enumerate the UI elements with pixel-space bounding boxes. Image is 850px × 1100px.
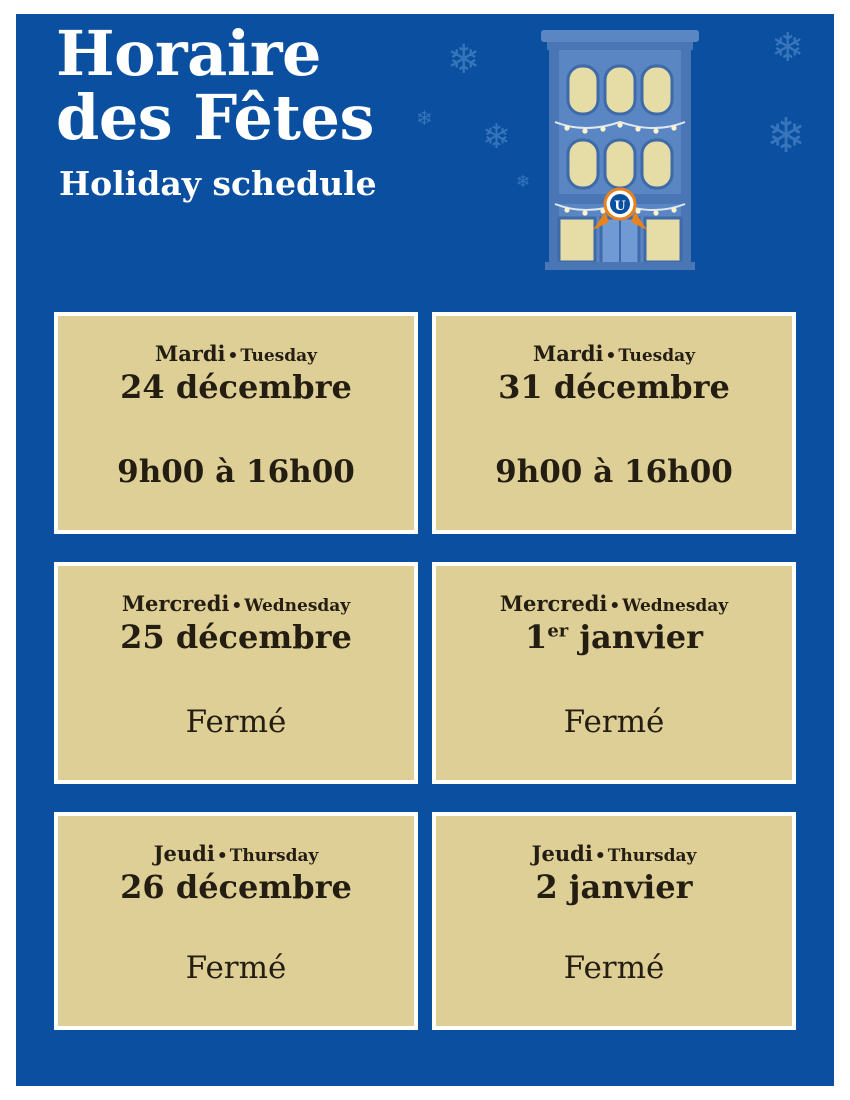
day-en: Wednesday bbox=[622, 596, 729, 616]
card-day-row bbox=[68, 342, 404, 366]
schedule-card bbox=[432, 312, 796, 534]
card-hours: Fermé bbox=[563, 950, 665, 986]
snowflake-icon: ❄ bbox=[447, 37, 481, 83]
day-fr: Jeudi bbox=[153, 841, 215, 866]
day-fr: Jeudi bbox=[531, 841, 593, 866]
page-title-line-1: Horaire bbox=[56, 17, 321, 90]
card-date: 25 décembre bbox=[120, 617, 352, 656]
card-hours: Fermé bbox=[185, 704, 287, 740]
page-title-line-2: des Fêtes bbox=[56, 80, 374, 154]
card-date: 26 décembre bbox=[120, 867, 352, 906]
day-en: Tuesday bbox=[240, 346, 318, 366]
svg-text:U: U bbox=[614, 199, 626, 214]
card-date: 31 décembre bbox=[498, 367, 730, 406]
day-fr: Mardi bbox=[154, 341, 226, 366]
card-date bbox=[446, 619, 782, 657]
day-separator: • bbox=[227, 346, 239, 366]
schedule-card bbox=[54, 812, 418, 1030]
day-en: Thursday bbox=[607, 846, 697, 866]
card-date-month: janvier bbox=[568, 617, 703, 656]
day-separator: • bbox=[231, 596, 243, 616]
day-separator: • bbox=[594, 846, 606, 866]
schedule-card bbox=[432, 812, 796, 1030]
card-date-ordinal: er bbox=[547, 620, 569, 642]
card-day-row bbox=[446, 842, 782, 866]
poster-bottom-border bbox=[0, 1086, 850, 1100]
snowflake-icon: ❄ bbox=[516, 172, 531, 192]
poster-top-border bbox=[0, 0, 850, 14]
schedule-card bbox=[54, 312, 418, 534]
poster-header bbox=[56, 17, 476, 203]
card-date: 2 janvier bbox=[535, 867, 693, 906]
day-fr: Mercredi bbox=[121, 591, 230, 616]
card-date: 24 décembre bbox=[120, 367, 352, 406]
day-en: Tuesday bbox=[618, 346, 696, 366]
storefront-building-icon bbox=[535, 22, 705, 284]
snowflake-icon: ❄ bbox=[766, 108, 807, 164]
card-hours: Fermé bbox=[185, 950, 287, 986]
card-day-row bbox=[68, 842, 404, 866]
day-fr: Mercredi bbox=[499, 591, 608, 616]
day-separator: • bbox=[609, 596, 621, 616]
card-day-row bbox=[68, 592, 404, 616]
card-hours: 9h00 à 16h00 bbox=[117, 454, 355, 490]
schedule-card bbox=[54, 562, 418, 784]
card-hours: 9h00 à 16h00 bbox=[495, 454, 733, 490]
day-separator: • bbox=[216, 846, 228, 866]
day-separator: • bbox=[605, 346, 617, 366]
schedule-card bbox=[432, 562, 796, 784]
day-fr: Mardi bbox=[532, 341, 604, 366]
card-day-row bbox=[446, 592, 782, 616]
page-subtitle: Holiday schedule bbox=[59, 163, 377, 203]
card-day-row bbox=[446, 342, 782, 366]
day-en: Thursday bbox=[229, 846, 319, 866]
day-en: Wednesday bbox=[244, 596, 351, 616]
card-date-number: 1 bbox=[525, 617, 548, 656]
snowflake-icon: ❄ bbox=[416, 106, 433, 130]
card-hours: Fermé bbox=[563, 704, 665, 740]
snowflake-icon: ❄ bbox=[482, 117, 511, 157]
schedule-grid bbox=[54, 312, 796, 1030]
snowflake-icon: ❄ bbox=[771, 25, 805, 71]
